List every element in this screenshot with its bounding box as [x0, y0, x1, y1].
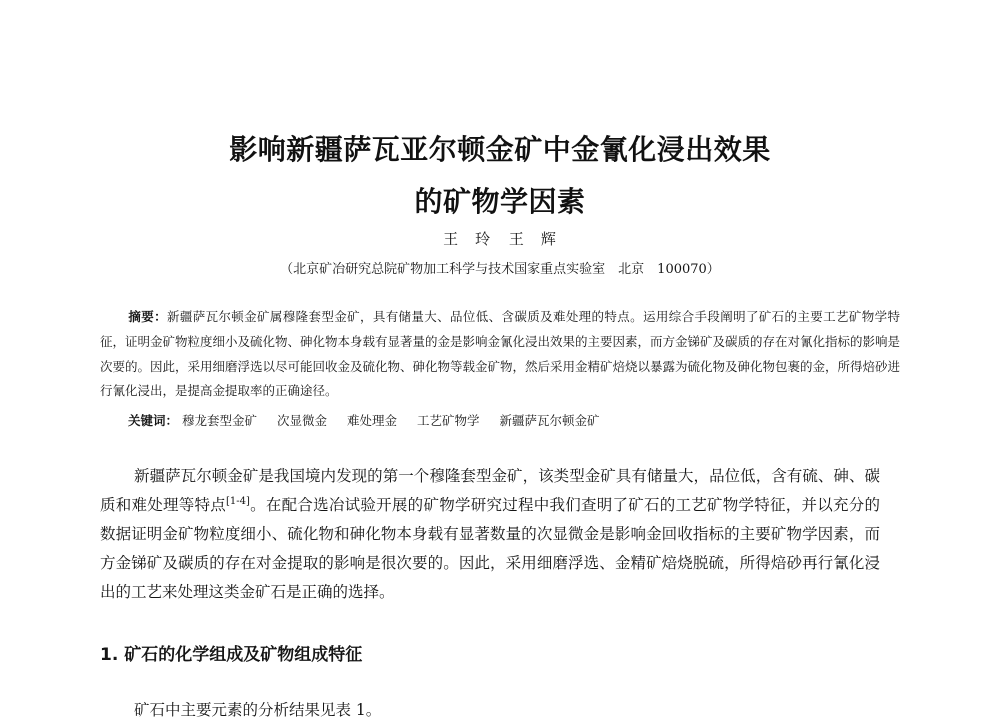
abstract-text: 新疆萨瓦尔顿金矿属穆隆套型金矿，具有储量大、品位低、含碳质及难处理的特点。运用综合手段阐明了矿石的主要工艺矿物学特征，证明金矿物粒度细小及硫化物、砷化物本身载有显著量的金是影响金氰化浸出效果的主要因素，而方金锑矿及碳质的存在对氰化指标的影响是次要的。因此，采用细磨浮选以尽可能回收金及硫化物、砷化物等载金矿物，然后采用金精矿焙烧以暴露为硫化物及砷化物包裹的金，所得焙砂进行氰化浸出，是提高金提取率的正确途径。	[100, 309, 901, 399]
intro-text-part-1: 新疆萨瓦尔顿金矿是我国境内发现的第一个穆隆套型金矿，该类型金矿具有储量大，品位低，含有硫、砷、碳质和难处理等特点	[100, 467, 880, 514]
abstract-label: 摘要：	[128, 309, 167, 324]
intro-paragraph	[100, 462, 880, 607]
keywords-label: 关键词：	[128, 413, 179, 428]
keywords	[128, 411, 616, 429]
reference-marker: [1-4]	[226, 495, 250, 507]
author-name: 王 辉	[508, 230, 557, 248]
intro-text-part-2: 。在配合选冶试验开展的矿物学研究过程中我们查明了矿石的工艺矿物学特征，并以充分的数据证明金矿物粒度细小、硫化物和砷化物本身载有显著数量的次显微金是影响金回收指标的主要矿物学因素，而方金锑矿及碳质的存在对金提取的影响是很次要的。因此，采用细磨浮选、金精矿焙烧脱硫，所得焙砂再行氰化浸出的工艺来处理这类金矿石是正确的选择。	[100, 496, 880, 601]
keyword: 穆龙套型金矿	[182, 413, 258, 428]
section-first-line: 矿石中主要元素的分析结果见表 1。	[134, 701, 382, 719]
authors	[0, 228, 1000, 249]
keyword: 难处理金	[347, 413, 398, 428]
paper-title-line-2: 的矿物学因素	[414, 185, 586, 218]
abstract	[100, 305, 900, 404]
keyword: 次显微金	[277, 413, 328, 428]
author-name: 王 玲	[443, 230, 492, 248]
section-heading: 1. 矿石的化学组成及矿物组成特征	[100, 645, 363, 665]
paper-title-line-1: 影响新疆萨瓦亚尔顿金矿中金氰化浸出效果	[229, 133, 771, 166]
keyword: 工艺矿物学	[417, 413, 480, 428]
keyword: 新疆萨瓦尔顿金矿	[499, 413, 600, 428]
affiliation: （北京矿冶研究总院矿物加工科学与技术国家重点实验室 北京 100070）	[280, 262, 720, 277]
